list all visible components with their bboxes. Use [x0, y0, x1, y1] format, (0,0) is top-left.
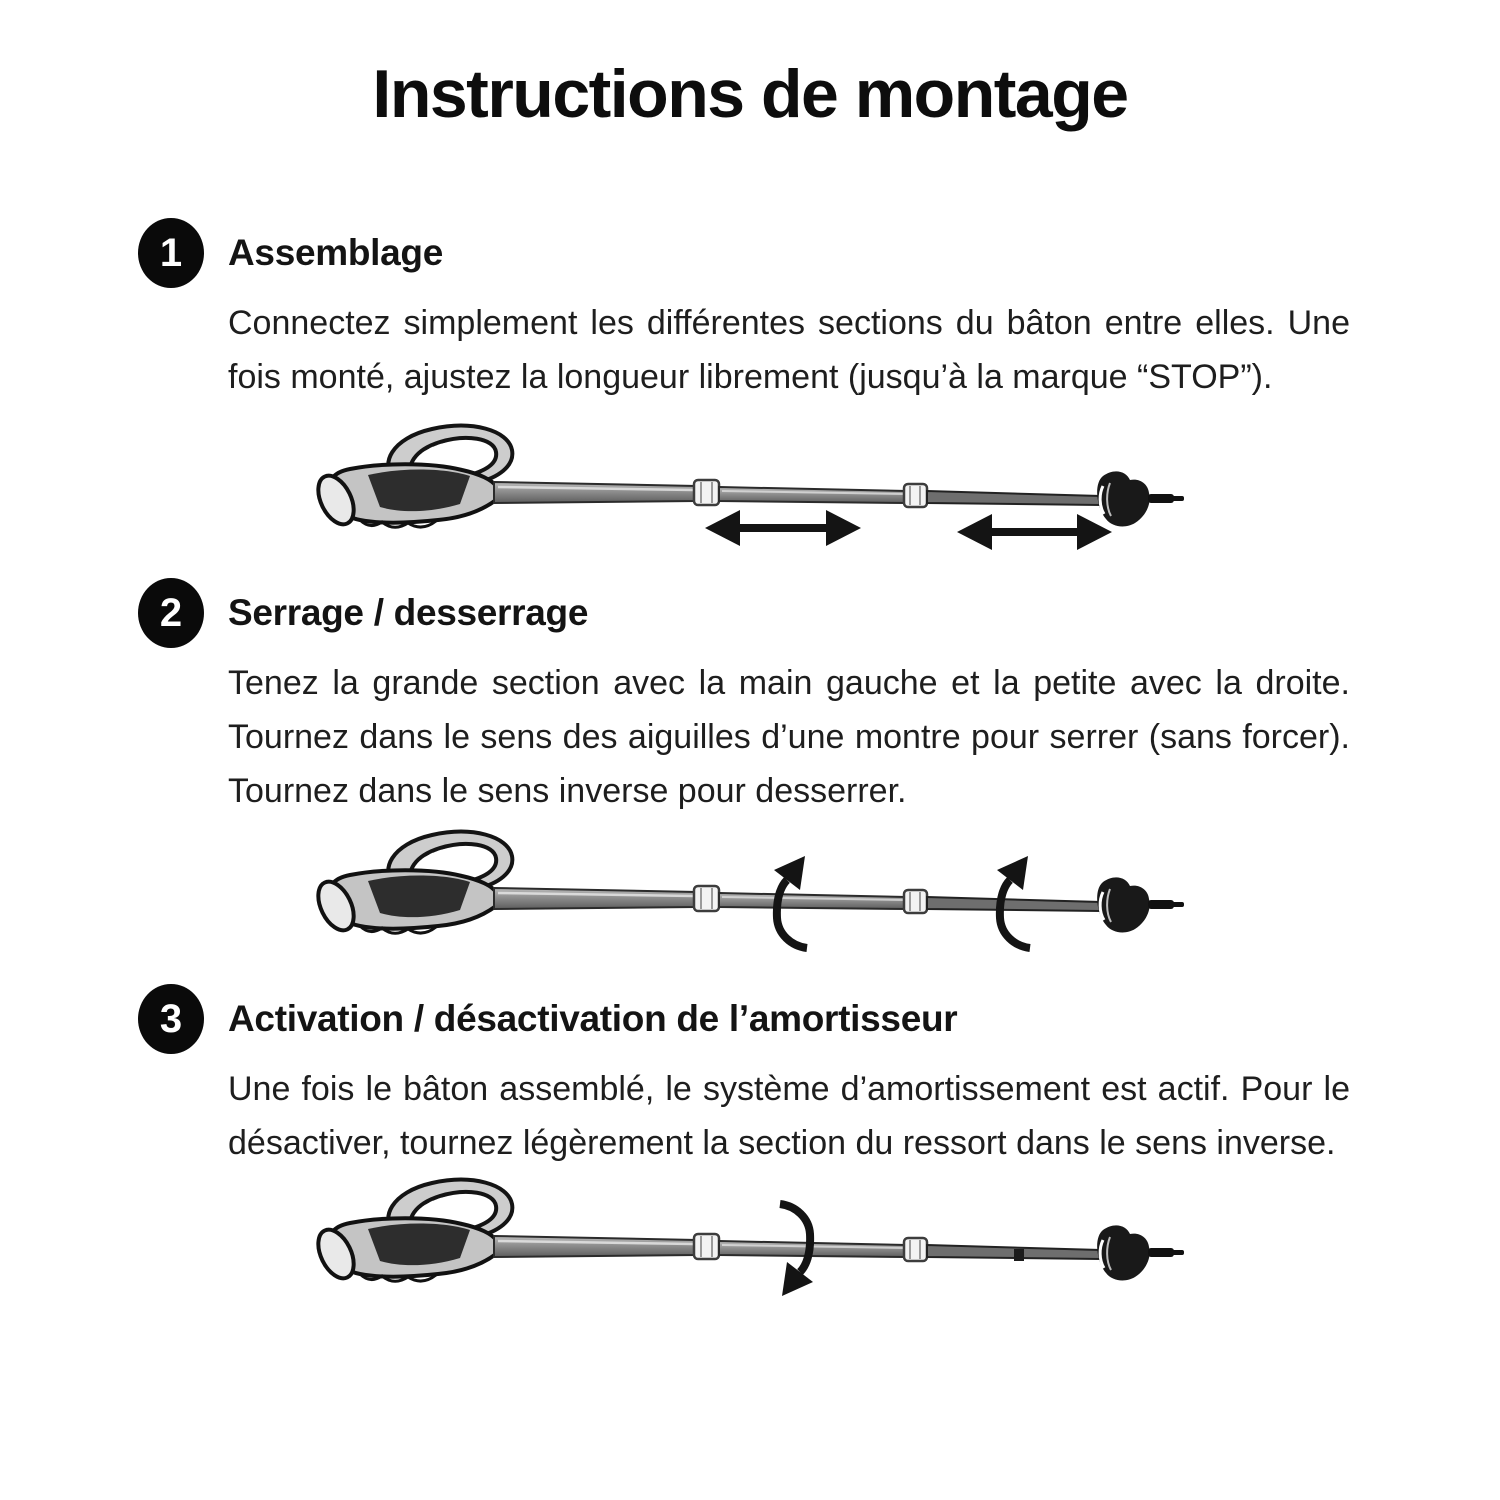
- step-1-number-badge: 1: [138, 218, 204, 288]
- step-1-header: [138, 218, 1370, 288]
- page-title: Instructions de montage: [372, 56, 1128, 132]
- step-2-header: [138, 578, 1370, 648]
- step-2-figure: [308, 826, 1198, 966]
- step-1: [138, 218, 1370, 560]
- step-1-description: Connectez simplement les différentes sections du bâton entre elles. Une fois monté, ajustez la longueur librement (jusqu’à la marque “STOP”).: [228, 304, 1350, 397]
- extension-arrows: [705, 510, 1112, 550]
- step-2-description: Tenez la grande section avec la main gauche et la petite avec la droite. Tournez dans le sens des aiguilles d’une montre pour serrer (sans forcer). Tournez dans le sens inverse pour desserrer.: [228, 664, 1350, 811]
- step-3-heading: Activation / désactivation de l’amortisseur: [228, 998, 958, 1040]
- step-3-number-badge: 3: [138, 984, 204, 1054]
- telescopic-pole-single-rotation-arrow-icon: [308, 1174, 1198, 1324]
- step-2-heading: Serrage / desserrage: [228, 592, 589, 634]
- steps-list: [138, 218, 1370, 1324]
- telescopic-pole-two-rotation-arrows-icon: [308, 826, 1198, 966]
- step-3-figure: [308, 1174, 1198, 1324]
- step-3: [138, 984, 1370, 1324]
- spring-section-mark: [1014, 1249, 1024, 1261]
- step-3-header: [138, 984, 1370, 1054]
- step-2: [138, 578, 1370, 966]
- step-3-description: Une fois le bâton assemblé, le système d’amortissement est actif. Pour le désactiver, tournez légèrement la section du ressort dans le sens inverse.: [228, 1070, 1350, 1163]
- step-1-figure: [308, 420, 1198, 560]
- step-1-heading: Assemblage: [228, 232, 443, 274]
- step-2-number-badge: 2: [138, 578, 204, 648]
- telescopic-pole-extension-double-arrows-icon: [308, 420, 1198, 560]
